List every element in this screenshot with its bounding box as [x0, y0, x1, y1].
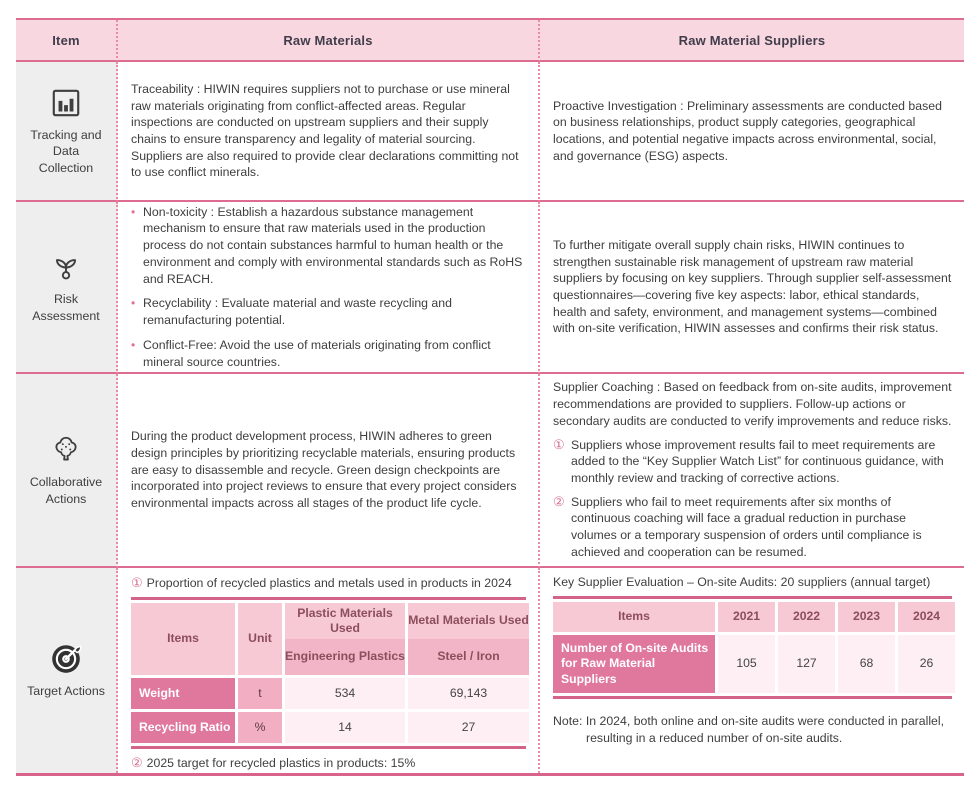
proactive-investigation-paragraph: Proactive Investigation : Preliminary assessments are conducted based on business relationships, product supply categories, geographical locations, and potential negative impacts across environmental, social, and governance (ESG) aspects. — [553, 98, 942, 163]
bar-chart-icon — [49, 86, 83, 120]
table-header-items: Items — [553, 602, 715, 632]
circled-number-icon: ① — [131, 575, 143, 590]
cell-collaborative-raw-materials — [118, 374, 540, 568]
table-cell-value: 69,143 — [408, 678, 529, 709]
table-cell-value: 27 — [408, 712, 529, 743]
audit-note: Note: In 2024, both online and on-site audits were conducted in parallel, resulting in a reduced number of on-site audits. — [553, 713, 945, 745]
cell-target-raw-materials — [118, 568, 540, 773]
row-label: Target Actions — [27, 683, 105, 698]
cell-risk-suppliers — [540, 202, 964, 374]
table-header-year: 2024 — [898, 602, 955, 632]
target-icon — [49, 642, 83, 676]
cell-tracking-raw-materials — [118, 62, 540, 202]
table-cell-value: 127 — [778, 635, 835, 693]
table-cell-value: 68 — [838, 635, 895, 693]
row-header-collaborative-actions — [16, 374, 118, 568]
traceability-paragraph: Traceability : HIWIN requires suppliers not to purchase or use mineral raw materials originating from conflict-affected areas. Regular inspections are conducted on upstream suppliers and their supply chains to ensure transparency and legality of material sourcing. Suppliers are also required to provide clear declarations committing not to use conflict minerals. — [131, 81, 519, 180]
table-header-year: 2021 — [718, 602, 775, 632]
column-header-raw-material-suppliers: Raw Material Suppliers — [540, 20, 964, 62]
row-label: Collaborative Actions — [29, 475, 103, 506]
numbered-item: ② Suppliers who fail to meet requirements after six months of continuous coaching will face a gradual reduction in purchase volumes or a temporary suspension of orders until compliance is achieved and cooperation can be resumed. — [553, 493, 922, 559]
seedling-icon — [49, 250, 83, 284]
table-cell-value: 105 — [718, 635, 775, 693]
column-header-raw-materials: Raw Materials — [118, 20, 540, 62]
row-label: Tracking and Data Collection — [30, 128, 102, 175]
table-header-items: Items — [131, 603, 235, 675]
supply-chain-management-table — [16, 18, 964, 776]
bullet-item: • Non-toxicity : Establish a hazardous substance management mechanism to ensure that raw materials used in the production process do not contain substances harmful to human health or the environment and comply with environmental standards such as RoHS and REACH. — [131, 204, 523, 286]
table-header-year: 2022 — [778, 602, 835, 632]
circled-number-icon: ① — [553, 436, 565, 452]
table-header-metal-group: Metal Materials Used Steel / Iron — [408, 603, 529, 675]
circled-number-icon: ② — [131, 754, 143, 770]
cell-tracking-suppliers — [540, 62, 964, 202]
table-row-label-recycling-ratio: Recycling Ratio — [131, 712, 235, 743]
bullet-dot-icon: • — [131, 204, 136, 219]
cell-risk-raw-materials — [118, 202, 540, 374]
table-header-year: 2023 — [838, 602, 895, 632]
numbered-item: ① Suppliers whose improvement results fail to meet requirements are added to the “Key Supplier Watch List” for continuous guidance, with monthly review and tracking of corrective actions. — [553, 436, 944, 485]
table-row-label-weight: Weight — [131, 678, 235, 709]
bullet-item: • Conflict-Free: Avoid the use of materials originating from conflict mineral source countries. — [131, 337, 491, 369]
tree-icon — [49, 433, 83, 467]
table-row-label-onsite-audits: Number of On-site Audits for Raw Material Suppliers — [553, 635, 715, 693]
table-cell-value: 534 — [285, 678, 405, 709]
bullet-item: • Recyclability : Evaluate material and waste recycling and remanufacturing potential. — [131, 296, 452, 328]
row-header-risk-assessment — [16, 202, 118, 374]
bullet-dot-icon: • — [131, 296, 136, 311]
table-cell-value: 26 — [898, 635, 955, 693]
supplier-coaching-paragraph: Supplier Coaching : Based on feedback from on-site audits, improvement recommendations are provided to suppliers. Follow-up actions or secondary audits are conducted to verify improvements and reduce risks. — [553, 380, 952, 428]
recycled-materials-table — [131, 597, 529, 749]
table-header-plastic-group: Plastic Materials Used Engineering Plastics — [285, 603, 405, 675]
circled-number-icon: ② — [553, 493, 565, 509]
row-header-target-actions — [16, 568, 118, 773]
key-supplier-evaluation-caption: Key Supplier Evaluation – On-site Audits: 20 suppliers (annual target) — [553, 575, 931, 589]
row-label: Risk Assessment — [32, 292, 100, 323]
bullet-dot-icon: • — [131, 337, 136, 352]
recycled-target-caption: ② 2025 target for recycled plastics in products: 15% — [131, 754, 416, 770]
table-cell-unit: % — [238, 712, 282, 743]
column-header-item: Item — [16, 20, 118, 62]
table-header-unit: Unit — [238, 603, 282, 675]
row-header-tracking-and-data-collection — [16, 62, 118, 202]
green-design-paragraph: During the product development process, HIWIN adheres to green design principles by prioritizing recyclable materials, ensuring products are easy to disassemble and recycle. Green design checkpoints are incorporated into project reviews to ensure that every project considers environmental impacts across all stages of the product life cycle. — [131, 429, 517, 511]
onsite-audits-table — [553, 596, 952, 699]
table-cell-value: 14 — [285, 712, 405, 743]
cell-target-suppliers — [540, 568, 964, 773]
recycled-proportion-caption: ① Proportion of recycled plastics and metals used in products in 2024 — [131, 575, 512, 590]
table-cell-unit: t — [238, 678, 282, 709]
cell-collaborative-suppliers — [540, 374, 964, 568]
supplier-risk-paragraph: To further mitigate overall supply chain risks, HIWIN continues to strengthen sustainable risk management of upstream raw material suppliers by focusing on key suppliers. Through supplier self-assessment questionnaires—covering five key aspects: labor, ethical standards, health and safety, environment, and management systems—combined with on-site verification, HIWIN assesses and confirms their risk status. — [553, 237, 952, 336]
